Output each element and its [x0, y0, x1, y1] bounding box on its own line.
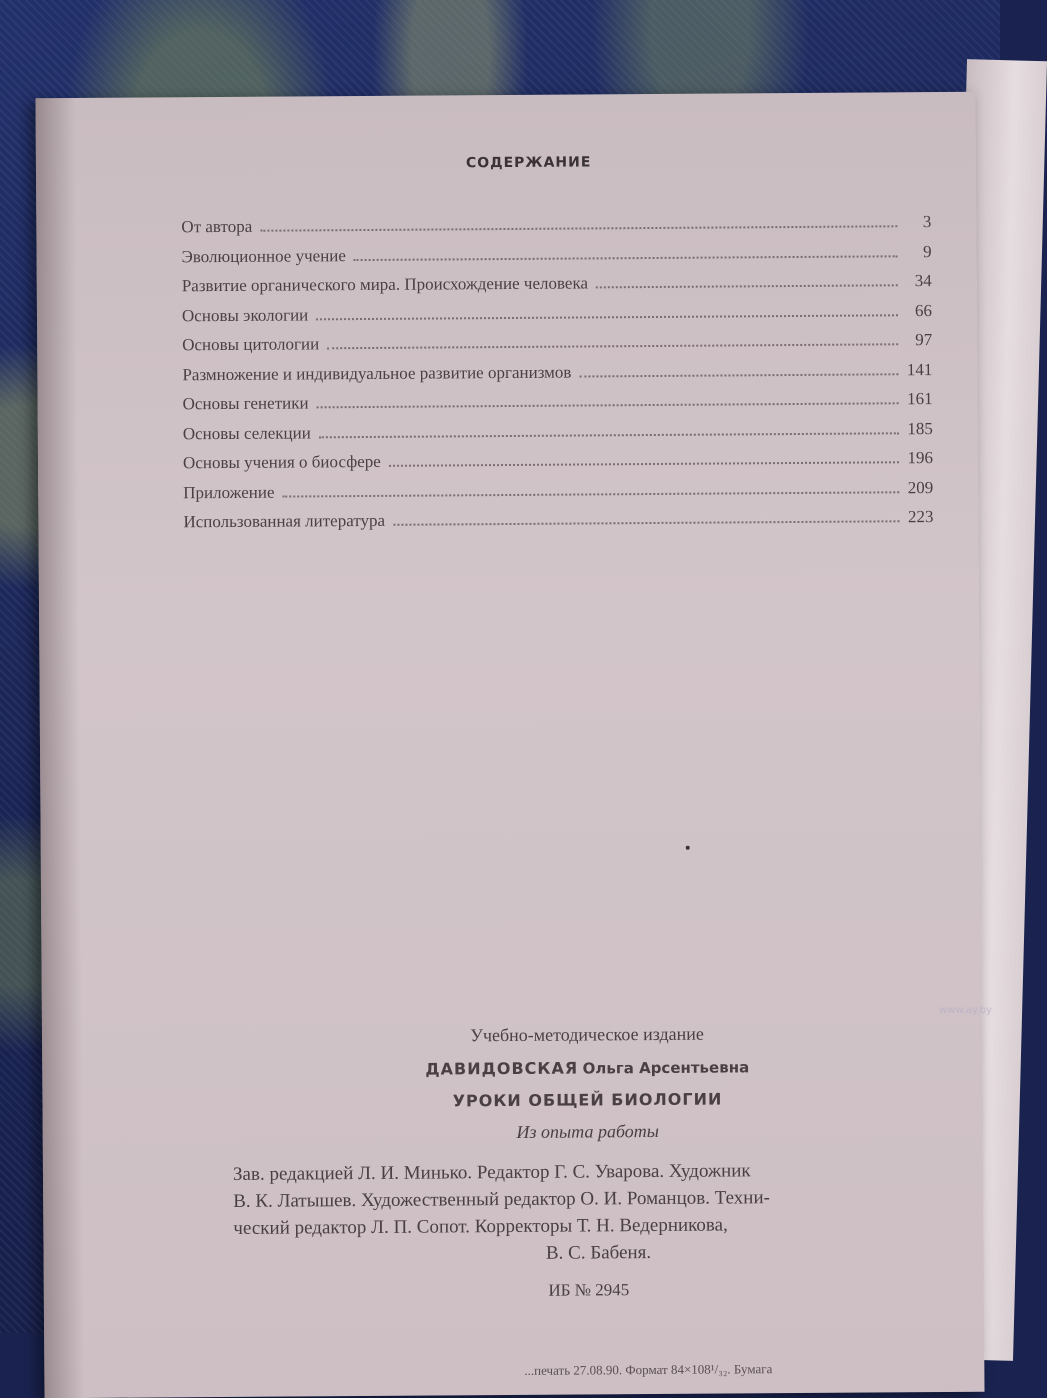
toc-leader-dots — [596, 284, 898, 288]
toc-entry-page: 3 — [922, 212, 932, 232]
table-of-contents — [181, 212, 933, 542]
site-watermark: www.ay.by — [939, 1005, 992, 1016]
author-surname: ДАВИДОВСКАЯ — [425, 1058, 579, 1079]
toc-leader-dots — [260, 225, 897, 231]
toc-leader-dots — [317, 402, 899, 408]
author-given-names: Ольга Арсентьевна — [582, 1058, 750, 1078]
toc-title: СОДЕРЖАНИЕ — [465, 154, 592, 172]
toc-entry-page: 209 — [907, 477, 934, 497]
toc-leader-dots — [579, 373, 898, 377]
toc-leader-dots — [393, 520, 899, 526]
toc-leader-dots — [316, 314, 898, 320]
toc-leader-dots — [389, 461, 899, 467]
toc-entry-label: Основы селекции — [182, 422, 311, 443]
toc-entry-label: Развитие органического мира. Происхождение человека — [181, 273, 589, 296]
print-details-line: ...печать 27.08.90. Формат 84×108¹/₃₂. Бумага — [524, 1361, 773, 1378]
toc-leader-dots — [327, 343, 898, 349]
credits-line: В. С. Бабеня. — [545, 1242, 652, 1264]
toc-entry-label: Размножение и индивидуальное развитие организмов — [182, 362, 572, 384]
credits-block — [193, 1156, 984, 1270]
toc-entry-page: 196 — [907, 448, 934, 468]
toc-entry-page: 141 — [906, 359, 933, 379]
credits-line: ческий редактор Л. П. Сопот. Корректоры Т. Н. Ведерникова, — [233, 1214, 728, 1239]
book-page — [35, 92, 984, 1398]
toc-leader-dots — [282, 491, 899, 497]
toc-entry-page: 161 — [907, 389, 933, 409]
toc-entry-label: Приложение — [183, 482, 275, 502]
toc-entry-page: 185 — [907, 418, 933, 438]
toc-entry-label: Эволюционное учение — [181, 245, 346, 266]
imprint-block — [192, 1022, 984, 1304]
print-speck — [686, 846, 690, 850]
toc-leader-dots — [354, 255, 898, 261]
edition-type: Учебно-методическое издание — [470, 1023, 704, 1046]
toc-entry-page: 66 — [914, 300, 933, 320]
toc-entry-label: От автора — [181, 216, 253, 237]
toc-entry-label: Использованная литература — [183, 510, 386, 532]
toc-entry-page: 97 — [915, 330, 933, 350]
toc-entry-label: Основы учения о биосфере — [182, 451, 381, 473]
book-subtitle: Из опыта работы — [516, 1120, 659, 1142]
book-title: УРОКИ ОБЩЕЙ БИОЛОГИИ — [452, 1089, 723, 1111]
toc-entry-label: Основы экологии — [181, 304, 309, 325]
author-line — [192, 1055, 982, 1082]
toc-entry-label: Основы цитологии — [182, 334, 320, 355]
toc-entry-page: 34 — [914, 271, 932, 291]
page-spine-shadow — [35, 98, 84, 1398]
toc-leader-dots — [319, 432, 899, 438]
credits-line: В. К. Латышев. Художественный редактор О. И. Романцов. Техни- — [233, 1187, 771, 1212]
toc-entry-page: 223 — [907, 507, 934, 527]
toc-entry-label: Основы генетики — [182, 393, 309, 414]
ib-number: ИБ № 2945 — [548, 1280, 630, 1300]
credits-line: Зав. редакцией Л. И. Минько. Редактор Г. С. Уварова. Художник — [232, 1160, 751, 1185]
toc-entry — [183, 507, 933, 542]
toc-entry-page: 9 — [922, 241, 932, 261]
